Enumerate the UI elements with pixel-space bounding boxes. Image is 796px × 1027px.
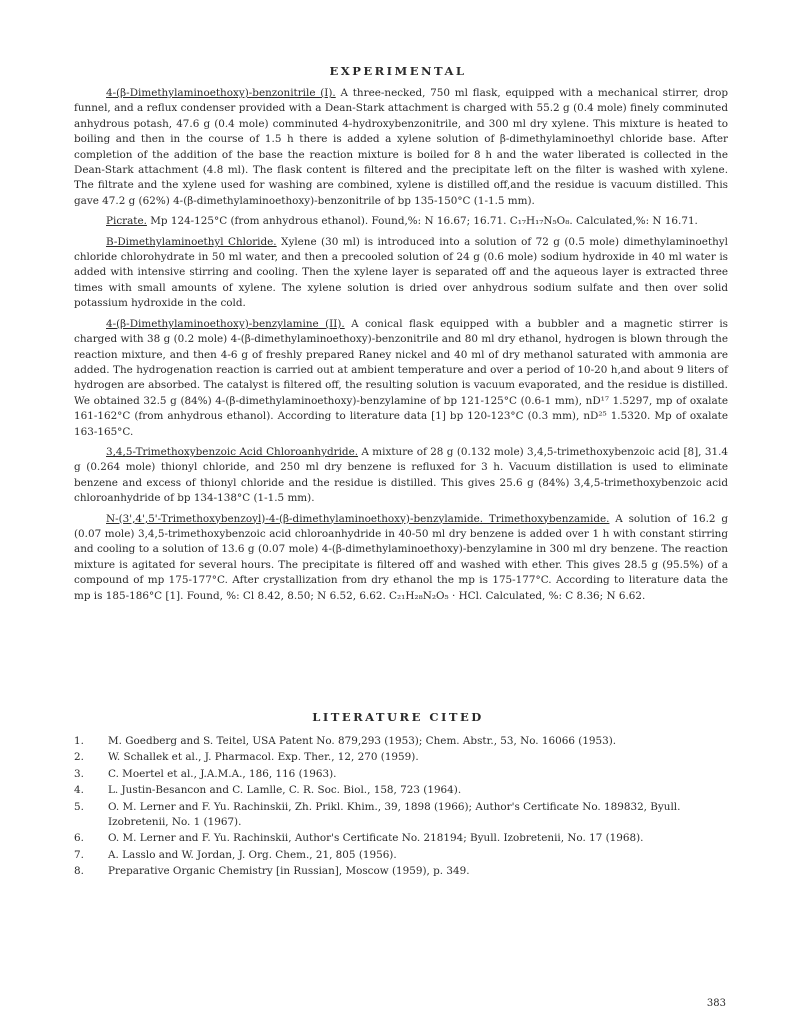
paragraph-title: 4-(β-Dimethylaminoethoxy)-benzylamine (II).	[106, 317, 345, 330]
reference-list	[74, 734, 728, 881]
paragraph-text: A mixture of 28 g (0.132 mole) 3,4,5-trimethoxybenzoic acid [8], 31.4 g (0.264 mole) thionyl chloride, and 250 ml dry benzene is refluxed for 3 h. Vacuum distillation is used to eliminate benzene and excess of thionyl chloride and the residue is distilled. This gives 25.6 g (84%) 3,4,5-trimethoxybenzoic acid chloroanhydride of bp 134-138°C (1-1.5 mm).	[74, 445, 728, 505]
reference-number: 3.	[74, 767, 84, 780]
reference-number: 5.	[74, 800, 84, 813]
literature-heading: LITERATURE CITED	[312, 710, 484, 724]
paragraph-picrate	[74, 214, 728, 229]
paragraph-text: Mp 124-125°C (from anhydrous ethanol). Found,%: N 16.67; 16.71. C₁₇H₁₇N₅O₈. Calculated,%: N 16.71.	[150, 215, 698, 228]
reference-number: 8.	[74, 865, 84, 878]
paragraph-chloride	[74, 235, 728, 312]
reference-text: O. M. Lerner and F. Yu. Rachinskii, Author's Certificate No. 218194; Byull. Izobretenii, No. 17 (1968).	[108, 832, 644, 845]
reference-number: 1.	[74, 735, 84, 747]
reference-text: A. Lasslo and W. Jordan, J. Org. Chem., 21, 805 (1956).	[108, 848, 397, 861]
reference-item	[74, 767, 728, 782]
paragraph-text: A three-necked, 750 ml flask, equipped with a mechanical stirrer, drop funnel, and a reflux condenser provided with a Dean-Stark attachment is charged with 55.2 g (0.4 mole) finely comminuted anhydrous potash, 47.6 g (0.4 mole) comminuted 4-hydroxybenzonitrile, and 300 ml dry xylene. This mixture is heated to boiling and then in the course of 1.5 h there is added a xylene solution of β-dimethylaminoethyl chloride base. After completion of the addition of the base the reaction mixture is boiled for 8 h and the water liberated is collected in the Dean-Stark attachment (4.8 ml). The flask content is filtered and the precipitate left on the filter is washed with xylene. The filtrate and the xylene used for washing are combined, xylene is distilled off,and the residue is vacuum distilled. This gave 47.2 g (62%) 4-(β-dimethylaminoethoxy)-benzonitrile of bp 135-150°C (1-1.5 mm).	[74, 87, 728, 207]
experimental-heading: EXPERIMENTAL	[329, 64, 467, 78]
paragraph-benzylamine	[74, 317, 728, 440]
reference-item	[74, 783, 728, 798]
reference-number: 4.	[74, 784, 84, 797]
reference-text: O. M. Lerner and F. Yu. Rachinskii, Zh. Prikl. Khim., 39, 1898 (1966); Author's Certificate No. 189832, Byull. Izobretenii, No. 1 (1967).	[108, 800, 681, 829]
reference-item	[74, 734, 728, 749]
reference-text: M. Goedberg and S. Teitel, USA Patent No. 879,293 (1953); Chem. Abstr., 53, No. 16066 (1953).	[108, 735, 617, 747]
reference-text: W. Schallek et al., J. Pharmacol. Exp. Ther., 12, 270 (1959).	[108, 751, 419, 764]
paragraph-text: A solution of 16.2 g (0.07 mole) 3,4,5-trimethoxybenzoic acid chloroanhydride in 40-50 ml dry benzene is added over 1 h with constant stirring and cooling to a solution of 13.6 g (0.07 mole) 4-(β-dimethylaminoethoxy)-benzylamine in 300 ml dry benzene. The reaction mixture is agitated for several hours. The precipitate is filtered off and washed with ether. This gives 28.5 g (95.5%) of a compound of mp 175-177°C. After crystallization from dry ethanol the mp is 175-177°C. According to literature data the mp is 185-186°C [1]. Found, %: Cl 8.42, 8.50; N 6.52, 6.62. C₂₁H₂₈N₂O₅ · HCl. Calculated, %: C 8.36; N 6.62.	[74, 512, 728, 602]
paragraph-chloroanhydride	[74, 445, 728, 507]
reference-item	[74, 848, 728, 863]
paragraph-text: Xylene (30 ml) is introduced into a solution of 72 g (0.5 mole) dimethylaminoethyl chloride chlorohydrate in 50 ml water, and then a precooled solution of 24 g (0.6 mole) sodium hydroxide in 40 ml water is added with intensive stirring and cooling. Then the xylene layer is separated off and the aqueous layer is extracted three times with small amounts of xylene. The xylene solution is dried over anhydrous sodium sulfate and then over solid potassium hydroxide in the cold.	[74, 235, 728, 310]
paragraph-title: 3,4,5-Trimethoxybenzoic Acid Chloroanhydride.	[106, 445, 359, 458]
reference-item	[74, 800, 728, 831]
reference-number: 2.	[74, 751, 84, 764]
reference-item	[74, 750, 728, 765]
page-number: 383	[706, 998, 726, 1009]
paragraph-title: Picrate.	[106, 215, 147, 228]
paragraph-benzonitrile	[74, 86, 728, 209]
reference-text: Preparative Organic Chemistry [in Russian], Moscow (1959), p. 349.	[108, 865, 470, 878]
reference-item	[74, 864, 728, 879]
reference-number: 7.	[74, 848, 84, 861]
experimental-body	[74, 86, 728, 609]
reference-text: L. Justin-Besancon and C. Lamlle, C. R. Soc. Biol., 158, 723 (1964).	[108, 784, 462, 797]
paragraph-title: B-Dimethylaminoethyl Chloride.	[106, 235, 277, 248]
reference-number: 6.	[74, 832, 84, 845]
reference-item	[74, 831, 728, 846]
paragraph-title: N-(3',4',5'-Trimethoxybenzoyl)-4-(β-dimethylaminoethoxy)-benzylamide. Trimethoxybenzamide.	[106, 512, 610, 525]
paragraph-title: 4-(β-Dimethylaminoethoxy)-benzonitrile (I).	[106, 87, 336, 99]
reference-text: C. Moertel et al., J.A.M.A., 186, 116 (1963).	[108, 767, 337, 780]
paragraph-benzylamide	[74, 512, 728, 604]
paragraph-text: A conical flask equipped with a bubbler and a magnetic stirrer is charged with 38 g (0.2 mole) 4-(β-dimethylaminoethoxy)-benzonitrile and 80 ml dry ethanol, hydrogen is blown through the reaction mixture, and then 4-6 g of freshly prepared Raney nickel and 40 ml of dry methanol saturated with ammonia are added. The hydrogenation reaction is carried out at ambient temperature and over a period of 10-20 h,and about 9 liters of hydrogen are absorbed. The catalyst is filtered off, the resulting solution is vacuum evaporated, and the residue is distilled. We obtained 32.5 g (84%) 4-(β-dimethylaminoethoxy)-benzylamine of bp 121-125°C (0.6-1 mm), nD¹⁷ 1.5297, mp of oxalate 161-162°C (from anhydrous ethanol). According to literature data [1] bp 120-123°C (0.3 mm), nD²⁵ 1.5320. Mp of oxalate 163-165°C.	[74, 317, 728, 438]
